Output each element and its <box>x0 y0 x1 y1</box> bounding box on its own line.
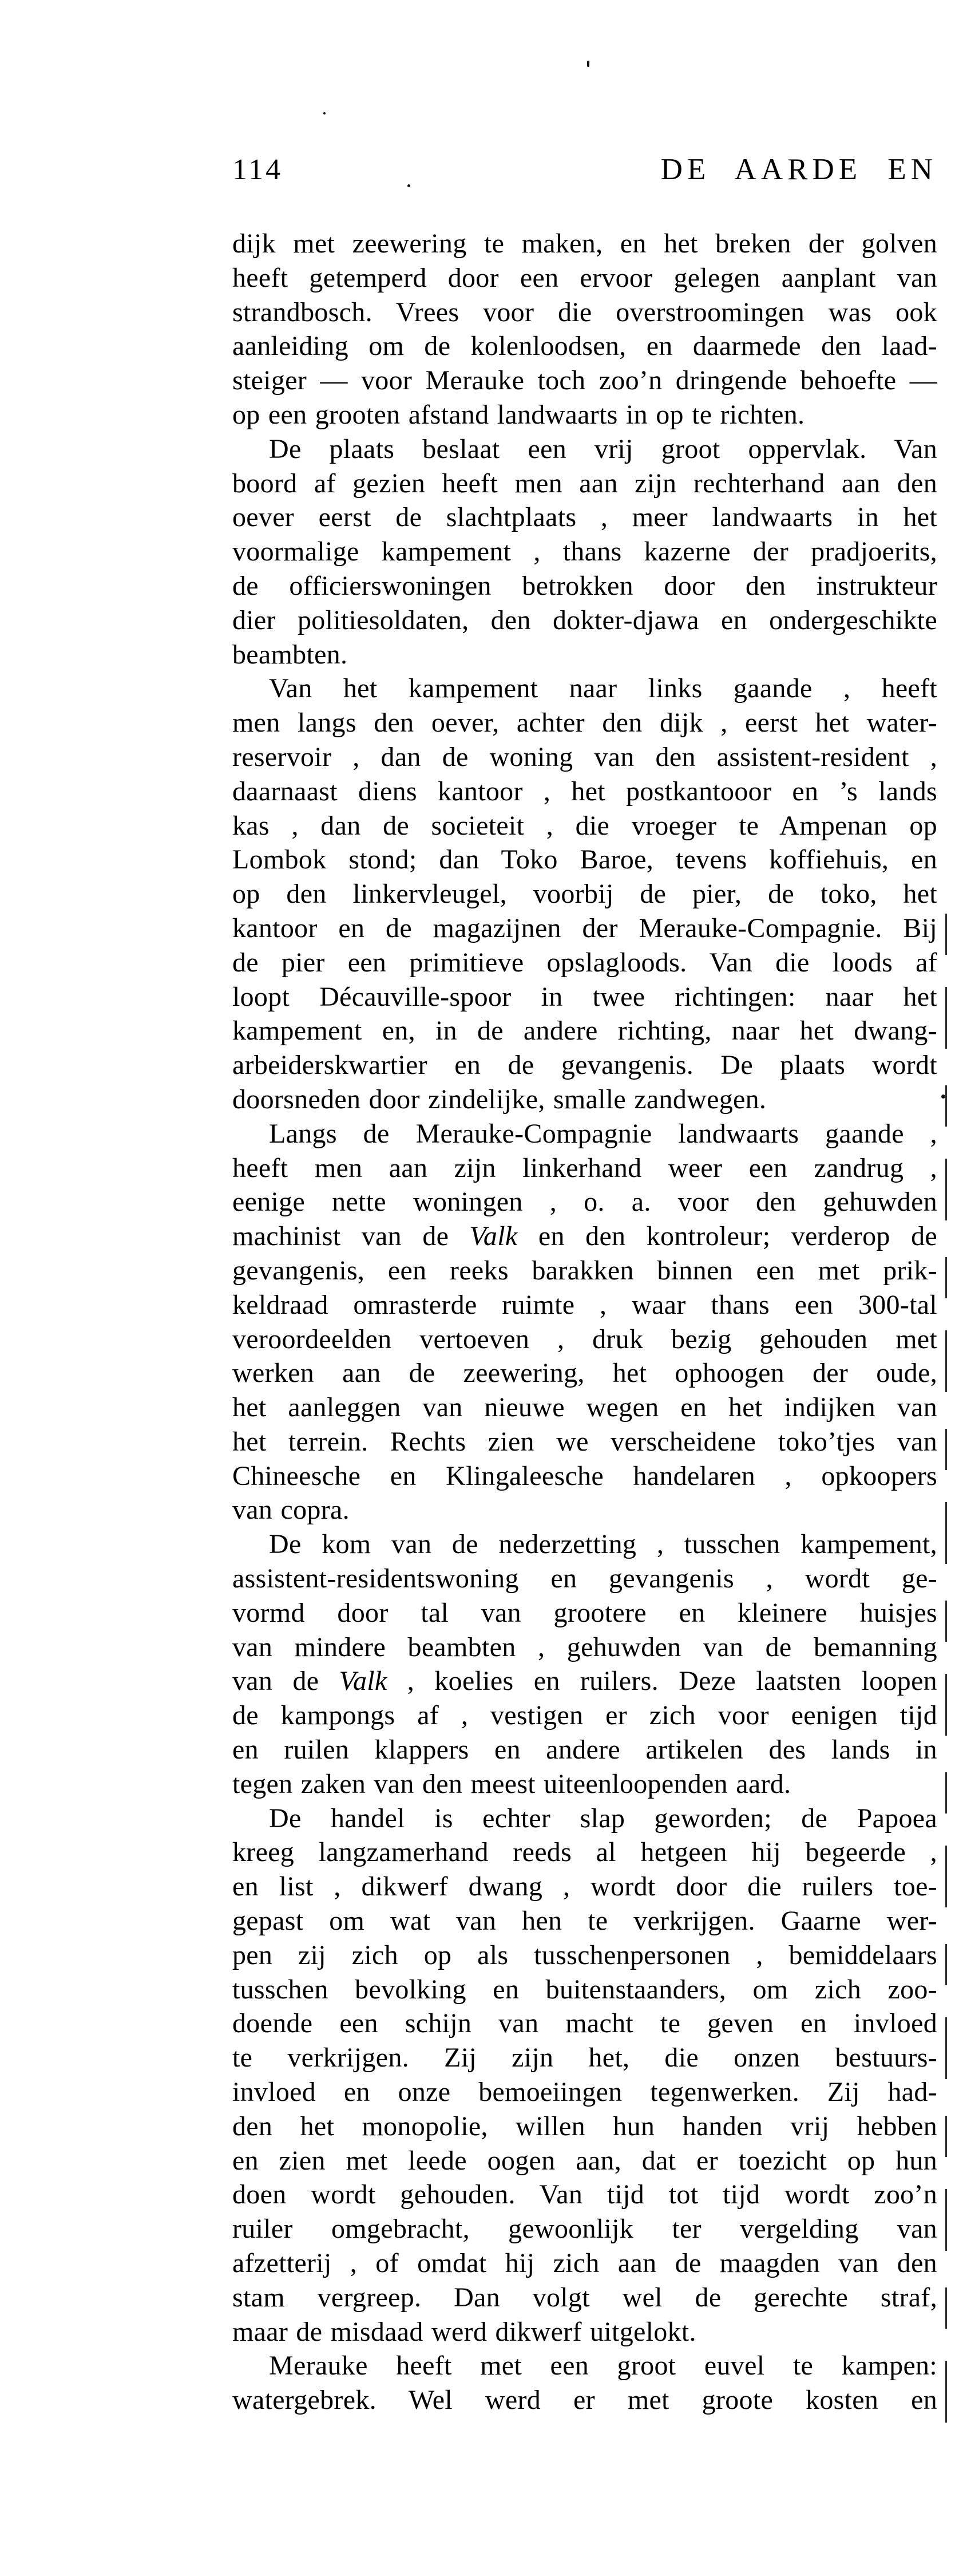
text-line: dijk met zeewering te maken, en het breken der golven <box>232 228 937 259</box>
text-line: loopt Décauville-spoor in twee richtingen: naar het <box>232 981 937 1012</box>
text-line: de officierswoningen betrokken door den instrukteur <box>232 570 937 601</box>
text-line: veroordeelden vertoeven , druk bezig gehouden met <box>232 1323 937 1354</box>
text-line: kreeg langzamerhand reeds al hetgeen hij begeerde , <box>232 1837 937 1868</box>
text-line: maar de misdaad werd dikwerf uitgelokt. <box>232 2316 696 2347</box>
paragraph <box>232 2349 937 2417</box>
text-line: te verkrijgen. Zij zijn het, die onzen bestuurs- <box>232 2042 937 2073</box>
text-line: van copra. <box>232 1495 350 1526</box>
text-line: voormalige kampement , thans kazerne der pradjoerits, <box>232 536 937 567</box>
text-line: en list , dikwerf dwang , wordt door die ruilers toe- <box>232 1871 937 1902</box>
text-line: afzetterij , of omdat hij zich aan de maagden van den <box>232 2248 937 2279</box>
text-line: De plaats beslaat een vrij groot oppervlak. Van <box>269 433 937 464</box>
text-line: assistent-residentswoning en gevangenis , wordt ge- <box>232 1563 937 1594</box>
text-line: op den linkervleugel, voorbij de pier, de toko, het <box>232 879 937 910</box>
text-line: kampement en, in de andere richting, naar het dwang- <box>232 1016 937 1046</box>
text-line: het aanleggen van nieuwe wegen en het indijken van <box>232 1392 937 1423</box>
text-line: strandbosch. Vrees voor die overstroomingen was ook <box>232 297 937 327</box>
text-line: doen wordt gehouden. Van tijd tot tijd wordt zoo’n <box>232 2179 937 2210</box>
text-line: gepast om wat van hen te verkrijgen. Gaarne wer- <box>232 1906 937 1937</box>
text-line: en ruilen klappers en andere artikelen des lands in <box>232 1735 937 1765</box>
text-line: reservoir , dan de woning van den assistent-resident , <box>232 741 937 772</box>
text-body <box>232 227 937 2417</box>
text-line: watergebrek. Wel werd er met groote kosten en <box>232 2385 937 2416</box>
text-line: steiger — voor Merauke toch zoo’n dringende behoefte — <box>232 365 937 396</box>
text-line: van de Valk , koelies en ruilers. Deze laatsten loopen <box>232 1666 937 1697</box>
italic-ship-name: Valk <box>469 1221 518 1252</box>
text-line: stam vergreep. Dan volgt wel de gerechte straf, <box>232 2282 937 2313</box>
text-line: en zien met leede oogen aan, dat er toezicht op hun <box>232 2145 937 2176</box>
text-line: het terrein. Rechts zien we verscheidene toko’tjes van <box>232 1426 937 1457</box>
text-line: den het monopolie, willen hun handen vrij hebben <box>232 2111 937 2142</box>
ink-speck <box>587 61 589 67</box>
text-line: Langs de Merauke-Compagnie landwaarts gaande , <box>269 1118 937 1149</box>
text-line: De kom van de nederzetting , tusschen kampement, <box>269 1529 937 1560</box>
paragraph <box>232 432 937 672</box>
text-line: van mindere beambten , gehuwden van de bemanning <box>232 1631 937 1662</box>
text-line: doorsneden door zindelijke, smalle zandwegen. <box>232 1084 767 1115</box>
text-line: de pier een primitieve opslagloods. Van die loods af <box>232 947 937 978</box>
text-line: beambten. <box>232 639 348 670</box>
text-line: dier politiesoldaten, den dokter-djawa en ondergeschikte <box>232 605 937 635</box>
text-line: tusschen bevolking en buitenstaanders, om zich zoo- <box>232 1974 937 2005</box>
text-line: op een grooten afstand landwaarts in op te richten. <box>232 399 805 430</box>
scan-edge-artifact <box>945 914 947 2429</box>
text-line: heeft men aan zijn linkerhand weer een zandrug , <box>232 1152 937 1183</box>
text-line: doende een schijn van macht te geven en invloed <box>232 2008 937 2039</box>
italic-ship-name: Valk <box>339 1666 387 1697</box>
text-line: gevangenis, een reeks barakken binnen een met prik- <box>232 1255 937 1286</box>
paragraph <box>232 227 937 432</box>
paragraph <box>232 1801 937 2349</box>
text-line: de kampongs af , vestigen er zich voor eenigen tijd <box>232 1700 937 1731</box>
page-number: 114 <box>232 153 283 186</box>
text-line: kantoor en de magazijnen der Merauke-Compagnie. Bij <box>232 912 937 943</box>
running-head <box>232 152 937 187</box>
ink-speck <box>407 184 410 187</box>
text-line: oever eerst de slachtplaats , meer landwaarts in het <box>232 502 937 533</box>
text-line: invloed en onze bemoeiingen tegenwerken. Zij had- <box>232 2077 937 2108</box>
text-line: Lombok stond; dan Toko Baroe, tevens koffiehuis, en <box>232 844 937 875</box>
text-line: ruiler omgebracht, gewoonlijk ter vergelding van <box>232 2214 937 2245</box>
ink-speck <box>941 1095 945 1099</box>
paragraph <box>232 1117 937 1528</box>
paragraph <box>232 671 937 1116</box>
text-line: daarnaast diens kantoor , het postkantooor en ’s lands <box>232 776 937 807</box>
text-line: arbeiderskwartier en de gevangenis. De plaats wordt <box>232 1050 937 1081</box>
text-line: werken aan de zeewering, het ophoogen der oude, <box>232 1358 937 1389</box>
paragraph <box>232 1527 937 1801</box>
text-line: Van het kampement naar links gaande , heeft <box>269 673 937 704</box>
text-line: eenige nette woningen , o. a. voor den gehuwden <box>232 1187 937 1218</box>
text-line: boord af gezien heeft men aan zijn rechterhand aan den <box>232 468 937 499</box>
ink-speck <box>323 112 326 114</box>
text-line: men langs den oever, achter den dijk , eerst het water- <box>232 708 937 738</box>
text-line: vormd door tal van grootere en kleinere huisjes <box>232 1597 937 1628</box>
running-title: DE AARDE EN <box>660 153 937 186</box>
text-line: Chineesche en Klingaleesche handelaren , opkoopers <box>232 1460 937 1491</box>
text-line: Merauke heeft met een groot euvel te kampen: <box>269 2350 937 2381</box>
text-line: machinist van de Valk en den kontroleur; verderop de <box>232 1221 938 1252</box>
text-line: heeft getemperd door een ervoor gelegen aanplant van <box>232 262 937 293</box>
text-line: pen zij zich op als tusschenpersonen , bemiddelaars <box>232 1939 937 1970</box>
text-line: kas , dan de societeit , die vroeger te Ampenan op <box>232 810 937 841</box>
text-line: tegen zaken van den meest uiteenloopenden aard. <box>232 1768 791 1799</box>
text-line: aanleiding om de kolenloodsen, en daarmede den laad- <box>232 331 937 362</box>
text-line: De handel is echter slap geworden; de Papoea <box>269 1803 937 1834</box>
text-line: keldraad omrasterde ruimte , waar thans een 300-tal <box>232 1289 937 1320</box>
